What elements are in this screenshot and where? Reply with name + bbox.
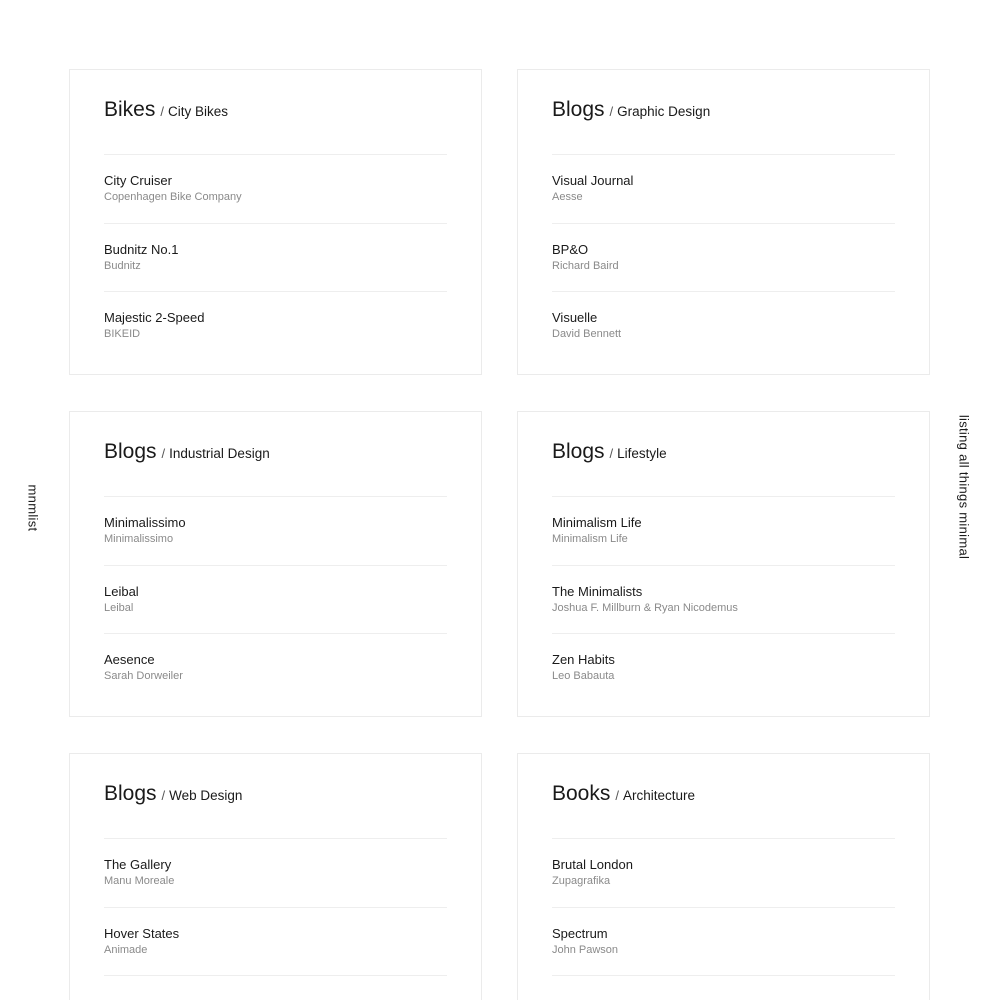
item-list — [104, 496, 447, 702]
list-item — [552, 975, 895, 1000]
item-title[interactable]: The Gallery — [104, 857, 172, 872]
card-category[interactable]: Bikes — [104, 98, 156, 121]
card-separator: / — [615, 788, 619, 803]
item-title[interactable]: Leibal — [104, 583, 139, 599]
item-author: John Pawson — [552, 943, 619, 956]
item-author: Animade — [104, 943, 148, 956]
card-category[interactable]: Blogs — [552, 98, 605, 121]
item-author: Sarah Dorweiler — [104, 670, 183, 682]
list-item[interactable] — [104, 496, 447, 565]
card-heading — [104, 440, 270, 464]
item-list — [552, 496, 895, 702]
card-category[interactable]: Blogs — [104, 440, 157, 463]
card-separator: / — [161, 446, 166, 461]
item-title[interactable]: Brutal London — [552, 857, 633, 872]
card-separator: / — [609, 104, 614, 119]
site-logo[interactable]: mnmlist — [25, 484, 41, 532]
card-heading — [104, 98, 228, 122]
item-title[interactable]: Aesence — [104, 652, 155, 667]
list-item[interactable] — [552, 223, 895, 292]
list-item[interactable] — [104, 838, 447, 907]
item-list — [552, 154, 895, 360]
card-heading — [552, 782, 695, 806]
card-subcategory[interactable]: Lifestyle — [617, 446, 667, 461]
list-item[interactable] — [104, 291, 447, 360]
card-heading — [552, 440, 667, 464]
list-item[interactable] — [552, 291, 895, 360]
item-author: David Bennett — [552, 328, 622, 340]
item-author: Richard Baird — [552, 259, 619, 272]
item-author: Copenhagen Bike Company — [104, 191, 242, 203]
site-tagline: listing all things minimal — [956, 414, 972, 560]
card-subcategory[interactable]: Architecture — [623, 788, 696, 803]
item-list — [104, 838, 447, 1000]
item-title[interactable]: Spectrum — [552, 925, 608, 941]
item-title[interactable]: Majestic 2-Speed — [104, 310, 205, 325]
list-item[interactable] — [552, 496, 895, 565]
item-author: Manu Moreale — [104, 875, 175, 887]
item-title[interactable]: Minimalism Life — [552, 515, 642, 530]
list-item — [104, 975, 447, 1000]
item-title[interactable]: Visual Journal — [552, 173, 634, 188]
list-item[interactable] — [104, 907, 447, 976]
item-author: Budnitz — [104, 259, 141, 272]
item-author: Aesse — [552, 191, 583, 203]
list-item[interactable] — [104, 565, 447, 634]
card-separator: / — [160, 104, 164, 119]
list-item[interactable] — [104, 154, 447, 223]
item-author: Leibal — [104, 601, 134, 614]
category-card-blogs-industrial-design — [69, 411, 482, 717]
item-author: Leo Babauta — [552, 670, 615, 682]
category-card-bikes-city-bikes — [69, 69, 482, 375]
card-subcategory[interactable]: Industrial Design — [169, 446, 270, 461]
item-author: BIKEID — [104, 328, 141, 340]
card-heading — [104, 782, 242, 806]
card-subcategory[interactable]: Web Design — [169, 788, 243, 803]
list-item[interactable] — [104, 223, 447, 292]
category-card-blogs-web-design — [69, 753, 482, 1000]
item-title[interactable]: Hover States — [104, 925, 180, 941]
item-title[interactable]: Budnitz No.1 — [104, 241, 179, 257]
item-title[interactable]: Zen Habits — [552, 652, 615, 667]
card-separator: / — [161, 788, 166, 803]
category-card-blogs-graphic-design — [517, 69, 930, 375]
item-title[interactable]: BP&O — [552, 241, 589, 257]
card-category[interactable]: Blogs — [104, 782, 157, 805]
item-author: Zupagrafika — [552, 875, 611, 887]
item-author: Minimalism Life — [552, 533, 628, 545]
item-list — [552, 838, 895, 1000]
card-subcategory[interactable]: Graphic Design — [617, 104, 711, 119]
card-subcategory[interactable]: City Bikes — [167, 104, 228, 119]
item-title[interactable]: The Minimalists — [552, 583, 643, 599]
item-title[interactable]: City Cruiser — [104, 173, 172, 188]
list-item[interactable] — [552, 154, 895, 223]
list-item[interactable] — [552, 633, 895, 702]
item-list — [104, 154, 447, 360]
card-separator: / — [609, 446, 614, 461]
item-title[interactable]: Visuelle — [552, 310, 598, 325]
card-category[interactable]: Books — [552, 782, 611, 805]
item-author: Minimalissimo — [104, 533, 174, 545]
card-heading — [552, 98, 710, 122]
list-item[interactable] — [552, 565, 895, 634]
category-card-blogs-lifestyle — [517, 411, 930, 717]
card-category[interactable]: Blogs — [552, 440, 605, 463]
list-item[interactable] — [104, 633, 447, 702]
item-title[interactable]: Minimalissimo — [104, 515, 186, 530]
list-item[interactable] — [552, 838, 895, 907]
item-author: Joshua F. Millburn & Ryan Nicodemus — [552, 601, 738, 614]
list-item[interactable] — [552, 907, 895, 976]
category-card-books-architecture — [517, 753, 930, 1000]
